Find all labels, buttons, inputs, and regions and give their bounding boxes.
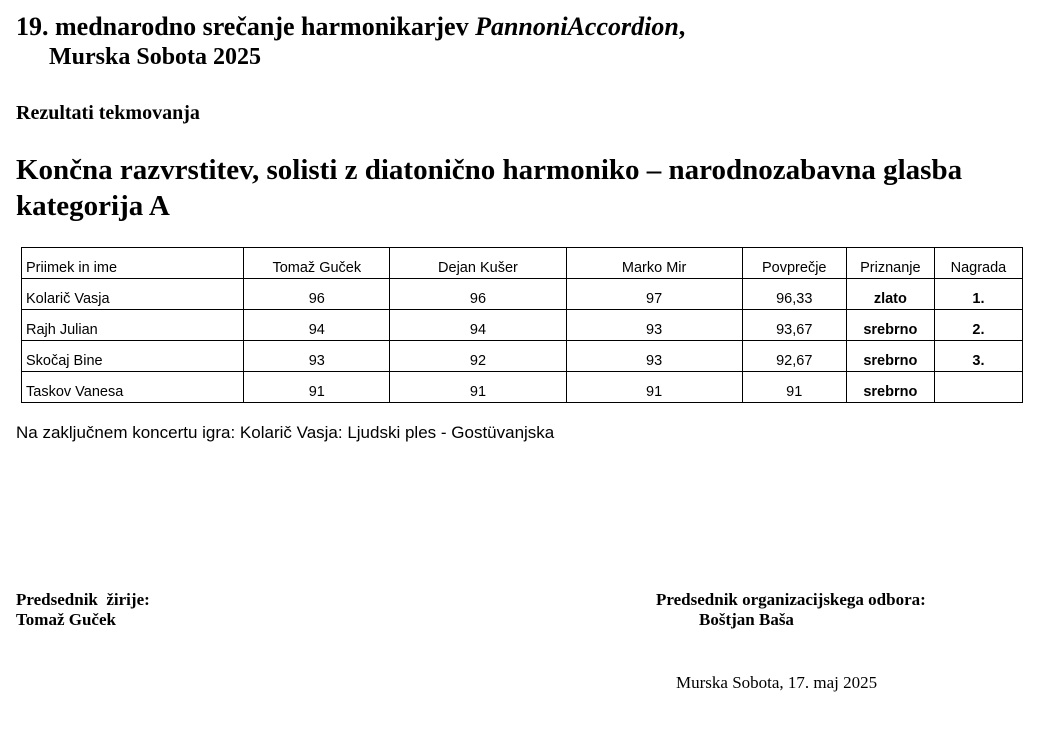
event-title-prefix: 19. mednarodno srečanje harmonikarjev xyxy=(16,12,476,41)
jury-president-title: Predsednik žirije: xyxy=(16,590,150,609)
cell-recognition: srebrno xyxy=(846,310,934,341)
page-title-line2: kategorija A xyxy=(16,190,170,222)
cell-score: 96 xyxy=(244,279,390,310)
col-header-recognition: Priznanje xyxy=(846,248,934,279)
cell-score: 96 xyxy=(390,279,566,310)
col-header-judge-1: Tomaž Guček xyxy=(244,248,390,279)
cell-score: 94 xyxy=(244,310,390,341)
table-row xyxy=(22,341,1023,372)
cell-score: 91 xyxy=(566,372,742,403)
cell-recognition: zlato xyxy=(846,279,934,310)
event-title xyxy=(16,12,685,42)
results-table xyxy=(21,247,1023,403)
cell-score: 93 xyxy=(566,310,742,341)
cell-average: 93,67 xyxy=(742,310,846,341)
cell-name: Rajh Julian xyxy=(22,310,244,341)
event-location: Murska Sobota 2025 xyxy=(49,44,262,70)
cell-name: Taskov Vanesa xyxy=(22,372,244,403)
cell-recognition: srebrno xyxy=(846,372,934,403)
cell-award xyxy=(934,372,1022,403)
cell-award: 1. xyxy=(934,279,1022,310)
table-row xyxy=(22,310,1023,341)
page-title-line1: Končna razvrstitev, solisti z diatonično harmoniko – narodnozabavna glasba xyxy=(16,154,963,186)
concert-note: Na zaključnem koncertu igra: Kolarič Vasja: Ljudski ples - Gostüvanjska xyxy=(16,423,555,442)
table-row xyxy=(22,372,1023,403)
org-president-title: Predsednik organizacijskega odbora: xyxy=(656,590,926,609)
cell-score: 97 xyxy=(566,279,742,310)
col-header-average: Povprečje xyxy=(742,248,846,279)
cell-score: 93 xyxy=(566,341,742,372)
event-name: PannoniAccordion xyxy=(475,12,679,41)
col-header-judge-2: Dejan Kušer xyxy=(390,248,566,279)
table-header-row xyxy=(22,248,1023,279)
cell-award: 3. xyxy=(934,341,1022,372)
cell-average: 91 xyxy=(742,372,846,403)
col-header-judge-3: Marko Mir xyxy=(566,248,742,279)
event-title-suffix: , xyxy=(678,12,686,41)
jury-president-name: Tomaž Guček xyxy=(16,610,116,629)
place-date: Murska Sobota, 17. maj 2025 xyxy=(676,673,878,692)
section-heading: Rezultati tekmovanja xyxy=(16,102,200,124)
table-row xyxy=(22,279,1023,310)
cell-score: 93 xyxy=(244,341,390,372)
cell-score: 94 xyxy=(390,310,566,341)
cell-average: 92,67 xyxy=(742,341,846,372)
cell-recognition: srebrno xyxy=(846,341,934,372)
cell-name: Kolarič Vasja xyxy=(22,279,244,310)
col-header-name: Priimek in ime xyxy=(22,248,244,279)
cell-average: 96,33 xyxy=(742,279,846,310)
cell-score: 92 xyxy=(390,341,566,372)
cell-score: 91 xyxy=(390,372,566,403)
cell-award: 2. xyxy=(934,310,1022,341)
cell-score: 91 xyxy=(244,372,390,403)
org-president-name: Boštjan Baša xyxy=(699,610,794,629)
cell-name: Skočaj Bine xyxy=(22,341,244,372)
col-header-award: Nagrada xyxy=(934,248,1022,279)
